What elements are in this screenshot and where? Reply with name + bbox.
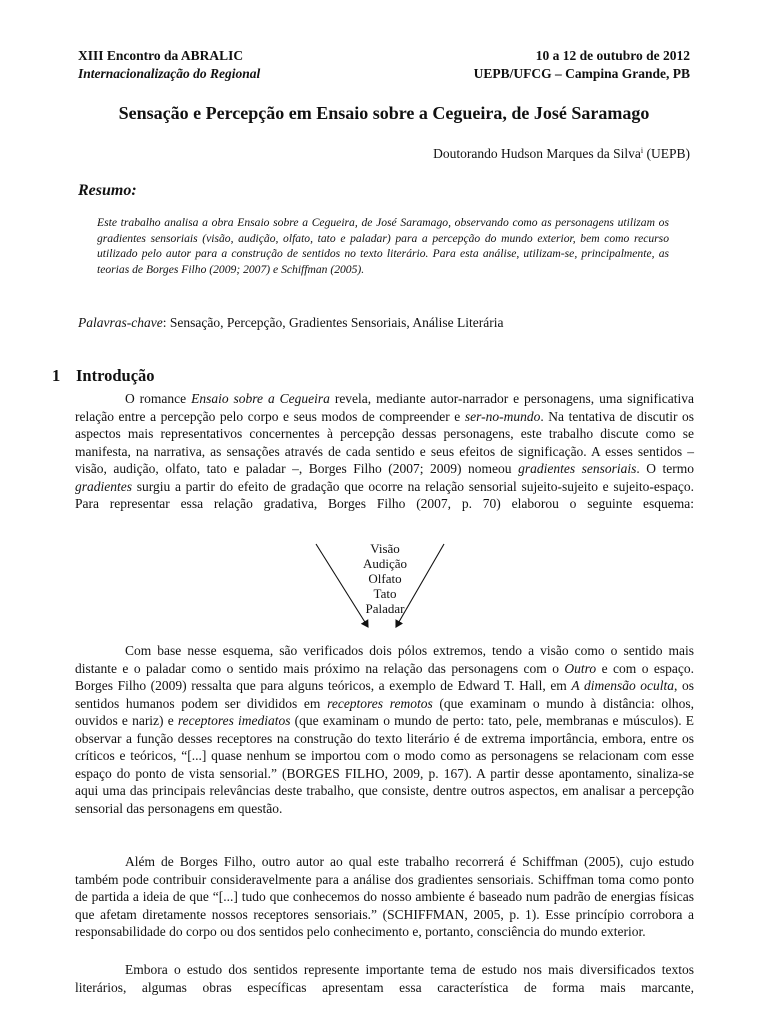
term-ser-no-mundo: ser-no-mundo xyxy=(464,408,541,424)
term-outro: Outro xyxy=(564,660,597,676)
header-right xyxy=(474,47,690,83)
term-receptores-remotos: receptores remotos xyxy=(327,695,433,711)
term-receptores-imediatos: receptores imediatos xyxy=(177,713,291,728)
keywords-line xyxy=(78,315,503,331)
sense-olfato: Olfato xyxy=(368,571,402,586)
header-left xyxy=(78,47,260,83)
section-heading xyxy=(52,366,155,386)
intro-paragraph-1: O romance Ensaio sobre a Cegueira revela, mediante autor-narrador e personagens, uma significativa relação entre a percepção pelo corpo e seus modos de compreender e ser-no-mundo. Na tentativa de discutir os aspectos mais representativos concernentes à percepção dessas personagens, este trabalho discute como se manifesta, na narrativa, as sensações através de cada sentido e seus efeitos de significação. A esses sentidos – visão, audição, olfato, tato e paladar –, Borges Filho (2007; 2009) nomeou gradientes sensoriais. O termo gradientes surgiu a partir do efeito de gradação que ocorre na relação sensorial sujeito-sujeito e sujeito-espaço. Para representar essa relação gradativa, Borges Filho (2007, p. 70) elaborou o seguinte esquema: xyxy=(75,391,695,511)
abstract-heading: Resumo: xyxy=(78,182,137,199)
author-institution: (UEPB) xyxy=(643,146,690,161)
event-theme: Internacionalização do Regional xyxy=(78,66,261,81)
sense-audicao: Audição xyxy=(362,556,408,571)
author-footnote-mark[interactable]: i xyxy=(640,146,644,155)
section-number: 1 xyxy=(52,366,61,385)
abstract-text: Este trabalho analisa a obra Ensaio sobre a Cegueira, de José Saramago, observando como as personagens utilizam os gradientes sensoriais (visão, audição, olfato, tato e paladar) para a percepção do mundo exterior, bem como recurso utilizado pelo autor para a construção de sentidos no texto literário. Para esta análise, utilizam-se, principalmente, as teorias de Borges Filho (2009; 2007) e Schiffman (2005). xyxy=(97,216,669,276)
intro-paragraph-2: Com base nesse esquema, são verificados dois pólos extremos, tendo a visão como o sentido mais distante e o paladar como o sentido mais próximo na relação das personagens com o Outro e com o espaço. Borges Filho (2009) ressalta que para alguns teóricos, a exemplo de Edward T. Hall, em A dimensão oculta, os sentidos humanos podem ser divididos em receptores remotos (que examinam o mundo à distância: olhos, ouvidos e nariz) e receptores imediatos (que examinam o mundo de perto: tato, pele, membranas e músculos). E observar a função desses receptores na construção do texto literário é de extrema importância, embora, entre os críticos e teóricos, “[...] quase nenhum se importou com o modo como as personagens se relacionam com esse espaço do ponto de vista sensorial.” (BORGES FILHO, 2009, p. 167). A partir desse apontamento, sinaliza-se aqui uma das principais relevâncias deste trabalho, que consiste, dentre outros aspectos, em analisar a percepção sensorial das personagens em questão. xyxy=(75,643,695,816)
intro-paragraph-3: Além de Borges Filho, outro autor ao qual este trabalho recorrerá é Schiffman (2005), cujo estudo também pode contribuir consideravelmente para a análise dos gradientes sensoriais. Schiffman toma como ponto de partida a ideia de que “[...] tudo que conhecemos do nosso ambiente é baseado num padrão de energias físicas que afetam diretamente nossos receptores sensoriais.” (SCHIFFMAN, 2005, p. 1). Esse princípio corrobora a responsabilidade do corpo ou dos sentidos pelo conhecimento e, portanto, consciência do mundo exterior. xyxy=(75,854,694,939)
event-dates: 10 a 12 de outubro de 2012 xyxy=(535,48,690,63)
sense-tato: Tato xyxy=(373,586,397,601)
sensory-gradient-scheme xyxy=(310,541,460,631)
term-gradientes: gradientes xyxy=(75,478,132,494)
author-line xyxy=(433,146,690,162)
book-title: Ensaio sobre a Cegueira xyxy=(191,391,330,406)
event-name: XIII Encontro da ABRALIC xyxy=(78,48,244,63)
keywords-label: Palavras-chave xyxy=(78,315,163,330)
book-dimensao-oculta: A dimensão oculta xyxy=(571,678,675,693)
scheme-senses-list xyxy=(355,541,415,616)
event-place: UEPB/UFCG – Campina Grande, PB xyxy=(473,66,690,81)
sense-visao: Visão xyxy=(370,541,400,556)
paper-title: Sensação e Percepção em Ensaio sobre a Cegueira, de José Saramago xyxy=(118,103,650,123)
sense-paladar: Paladar xyxy=(365,601,405,616)
section-title: Introdução xyxy=(76,366,155,385)
author-name: Doutorando Hudson Marques da Silva xyxy=(433,146,641,161)
intro-paragraph-4: Embora o estudo dos sentidos represente importante tema de estudo nos mais diversificados textos literários, algumas obras específicas apresentam essa característica de forma mais marcante, xyxy=(75,962,694,995)
term-gradientes-sensoriais: gradientes sensoriais xyxy=(518,461,637,476)
keywords-values: : Sensação, Percepção, Gradientes Sensoriais, Análise Literária xyxy=(162,315,504,330)
